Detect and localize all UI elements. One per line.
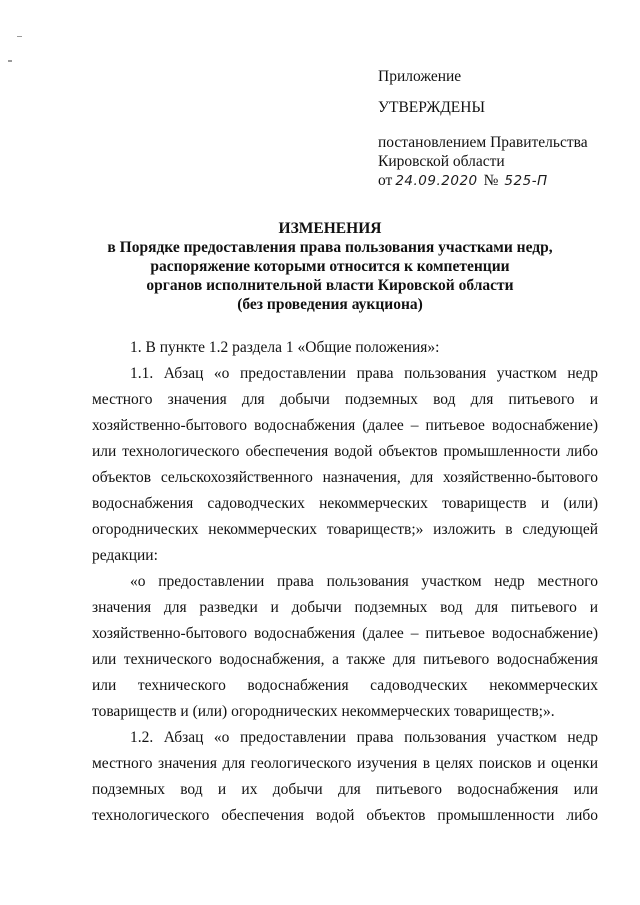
paragraph-1-1: 1.1. Абзац «о предоставлении права пользования участком недр местного значения для добычи подземных вод для питьевого и хозяйственно-бытового водоснабжения (далее – питьевое водоснабжение) или технологического обеспечения водой объектов промышленности либо объектов сельскохозяйственного назначения, для хозяйственно-бытового водоснабжения садоводческих некоммерческих товариществ и (или) огороднических некоммерческих товариществ;» изложить в следующей редакции: bbox=[92, 365, 598, 564]
handwritten-number: 525-П bbox=[504, 173, 548, 189]
title-heading: ИЗМЕНЕНИЯ bbox=[278, 220, 382, 237]
paragraph-1-2: 1.2. Абзац «о предоставлении права пользования участком недр местного значения для геологического изучения в целях поисков и оценки подземных вод и их добычи для питьевого водоснабжения или технологического обеспечения водой объектов промышленности либо bbox=[92, 729, 598, 824]
decree-line-2: Кировской области bbox=[378, 153, 505, 170]
scan-mark bbox=[17, 36, 22, 37]
appendix-label: Приложение bbox=[378, 68, 462, 85]
approved-label: УТВЕРЖДЕНЫ bbox=[378, 99, 485, 116]
document-body bbox=[92, 335, 598, 824]
approval-block bbox=[378, 67, 618, 191]
decree-line-1: постановлением Правительства bbox=[378, 134, 588, 151]
title-line-3: органов исполнительной власти Кировской области bbox=[146, 277, 514, 294]
title-line-4: (без проведения аукциона) bbox=[237, 296, 423, 313]
document-title bbox=[60, 219, 600, 314]
handwritten-date: 24.09.2020 bbox=[395, 173, 478, 189]
date-prefix: от bbox=[378, 172, 393, 189]
scan-mark bbox=[8, 60, 12, 62]
title-line-2: распоряжение которыми относится к компетенции bbox=[150, 258, 510, 275]
number-sign: № bbox=[483, 172, 499, 189]
paragraph-quote: «о предоставлении права пользования участком недр местного значения для разведки и добычи подземных вод для питьевого и хозяйственно-бытового водоснабжения (далее – питьевое водоснабжение) или технического водоснабжения, а также для питьевого водоснабжения или технического водоснабжения садоводческих некоммерческих товариществ и (или) огороднических некоммерческих товариществ;». bbox=[92, 573, 598, 720]
paragraph-1: 1. В пункте 1.2 раздела 1 «Общие положения»: bbox=[130, 339, 440, 356]
title-line-1: в Порядке предоставления права пользования участками недр, bbox=[107, 239, 553, 256]
decree-date-number bbox=[378, 171, 618, 191]
